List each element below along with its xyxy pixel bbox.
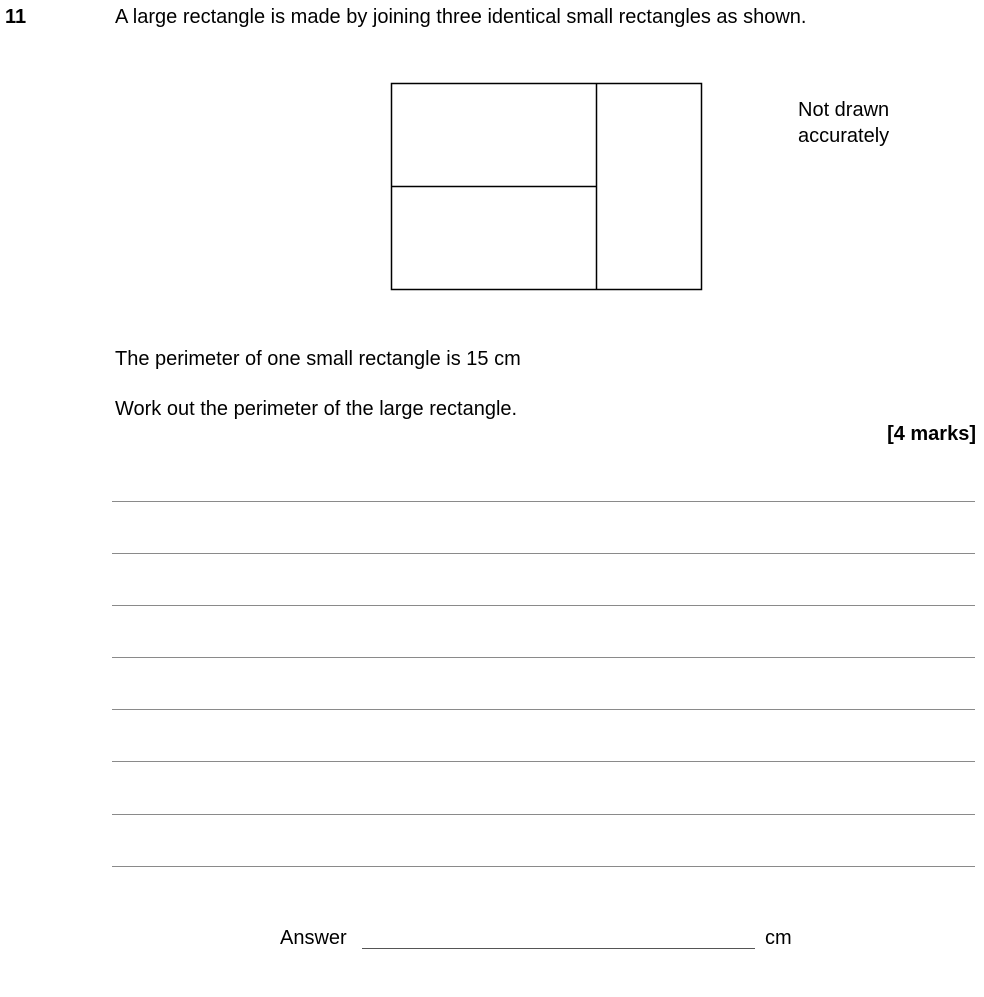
note-line-1: Not drawn [798, 99, 890, 121]
working-line[interactable] [112, 657, 975, 658]
working-line[interactable] [112, 553, 975, 554]
working-line[interactable] [112, 761, 975, 762]
working-line[interactable] [112, 814, 975, 815]
question-task: Work out the perimeter of the large rectangle. [115, 398, 518, 420]
not-drawn-accurately-note [798, 97, 889, 149]
answer-label: Answer [280, 927, 347, 949]
answer-field[interactable] [362, 948, 755, 949]
answer-unit: cm [765, 927, 792, 949]
note-line-2: accurately [798, 125, 890, 147]
question-number: 11 [5, 6, 27, 28]
working-line[interactable] [112, 501, 975, 502]
working-line[interactable] [112, 605, 975, 606]
given-information: The perimeter of one small rectangle is 15 cm [115, 348, 521, 370]
marks-label: [4 marks] [887, 423, 976, 445]
working-line[interactable] [112, 866, 975, 867]
rectangle-diagram [390, 82, 704, 292]
question-intro: A large rectangle is made by joining three identical small rectangles as shown. [115, 6, 807, 28]
working-line[interactable] [112, 709, 975, 710]
